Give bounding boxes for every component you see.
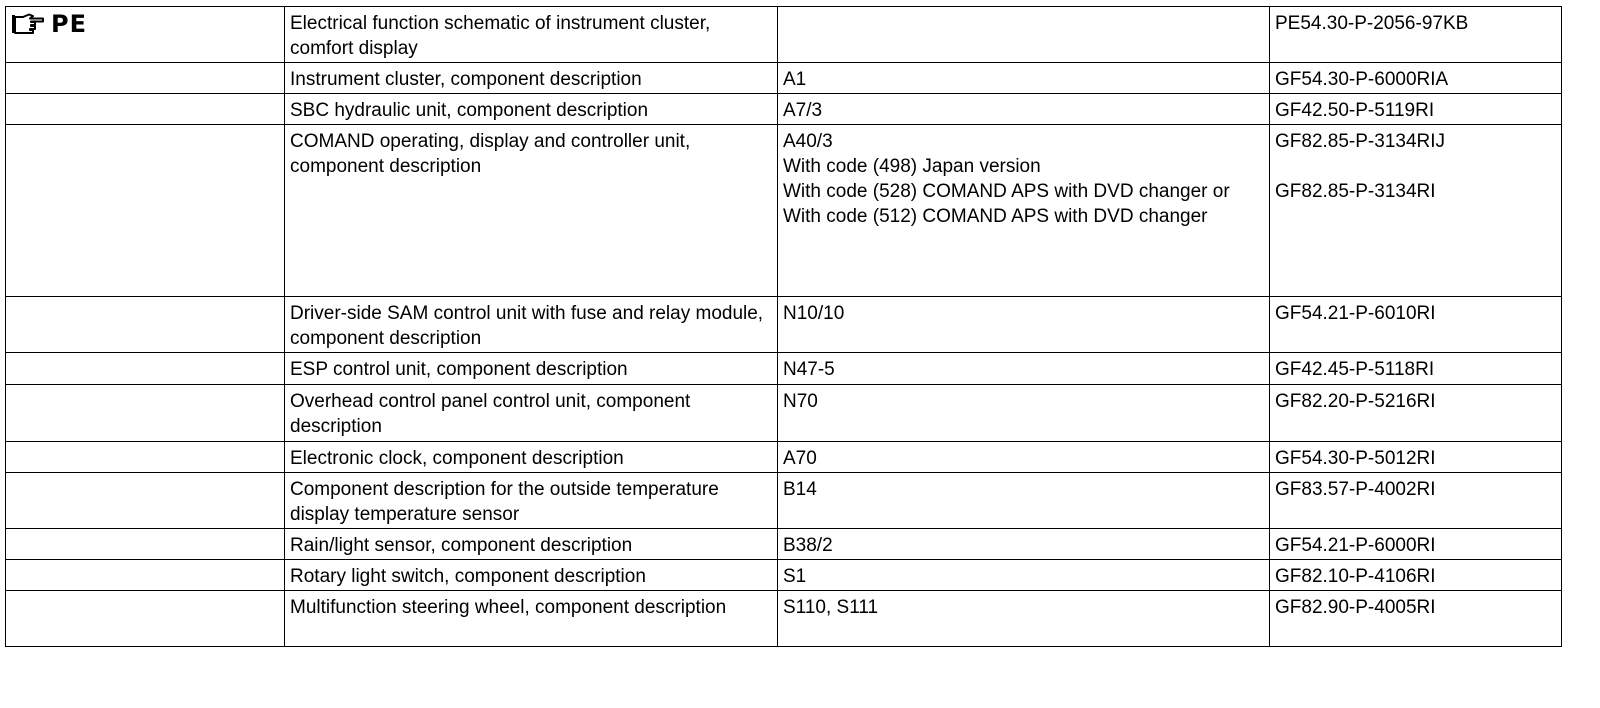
reference-cell[interactable]: GF83.57-P-4002RI [1270, 473, 1562, 529]
description-cell: ESP control unit, component description [285, 353, 778, 385]
reference-cell[interactable]: GF82.20-P-5216RI [1270, 385, 1562, 442]
description-cell: Multifunction steering wheel, component description [285, 591, 778, 647]
component-line: With code (512) COMAND APS with DVD changer [783, 206, 1208, 227]
component-cell: A1 [778, 63, 1270, 94]
reference-cell[interactable]: GF42.45-P-5118RI [1270, 353, 1562, 385]
table-row [6, 442, 1562, 473]
component-cell [778, 125, 1270, 297]
table-row [6, 7, 1562, 63]
empty-cell [6, 125, 285, 297]
table-row [6, 529, 1562, 560]
table-row [6, 353, 1562, 385]
section-tag-label: PE [51, 10, 87, 38]
table-row [6, 297, 1562, 353]
empty-cell [6, 591, 285, 647]
component-cell: N70 [778, 385, 1270, 442]
description-cell: Component description for the outside temperature display temperature sensor [285, 473, 778, 529]
component-cell: S1 [778, 560, 1270, 591]
component-line: With code (528) COMAND APS with DVD changer or [783, 181, 1230, 202]
empty-cell [6, 529, 285, 560]
description-cell: Rain/light sensor, component description [285, 529, 778, 560]
table-row [6, 560, 1562, 591]
description-cell: Rotary light switch, component description [285, 560, 778, 591]
empty-cell [6, 297, 285, 353]
description-cell: Overhead control panel control unit, component description [285, 385, 778, 442]
component-line: A40/3 [783, 131, 833, 152]
empty-cell [6, 353, 285, 385]
component-cell [778, 7, 1270, 63]
empty-cell [6, 385, 285, 442]
table-row [6, 94, 1562, 125]
component-cell: N47-5 [778, 353, 1270, 385]
reference-cell[interactable]: GF42.50-P-5119RI [1270, 94, 1562, 125]
component-cell: B14 [778, 473, 1270, 529]
description-cell: Driver-side SAM control unit with fuse and relay module, component description [285, 297, 778, 353]
reference-cell[interactable]: GF82.90-P-4005RI [1270, 591, 1562, 647]
table-row [6, 591, 1562, 647]
component-line: With code (498) Japan version [783, 156, 1041, 177]
component-cell: A70 [778, 442, 1270, 473]
pointing-hand-icon [11, 13, 45, 35]
description-cell: SBC hydraulic unit, component description [285, 94, 778, 125]
table-row [6, 385, 1562, 442]
empty-cell [6, 94, 285, 125]
section-tag-cell [6, 7, 285, 63]
reference-cell[interactable]: GF82.10-P-4106RI [1270, 560, 1562, 591]
table-row [6, 125, 1562, 297]
table-row [6, 63, 1562, 94]
empty-cell [6, 63, 285, 94]
description-cell: Electronic clock, component description [285, 442, 778, 473]
reference-line[interactable]: GF82.85-P-3134RI [1275, 181, 1436, 202]
component-cell: B38/2 [778, 529, 1270, 560]
component-cell: A7/3 [778, 94, 1270, 125]
table-row [6, 473, 1562, 529]
reference-table [5, 6, 1562, 647]
reference-line[interactable]: GF82.85-P-3134RIJ [1275, 131, 1446, 152]
empty-cell [6, 560, 285, 591]
reference-cell[interactable]: PE54.30-P-2056-97KB [1270, 7, 1562, 63]
reference-cell[interactable]: GF54.21-P-6010RI [1270, 297, 1562, 353]
reference-cell[interactable]: GF54.30-P-6000RIA [1270, 63, 1562, 94]
description-cell: Instrument cluster, component description [285, 63, 778, 94]
section-tag [11, 11, 278, 37]
empty-cell [6, 473, 285, 529]
reference-cell [1270, 125, 1562, 297]
component-cell: N10/10 [778, 297, 1270, 353]
description-cell: COMAND operating, display and controller unit, component description [285, 125, 778, 297]
reference-cell[interactable]: GF54.30-P-5012RI [1270, 442, 1562, 473]
component-cell: S110, S111 [778, 591, 1270, 647]
reference-cell[interactable]: GF54.21-P-6000RI [1270, 529, 1562, 560]
empty-cell [6, 442, 285, 473]
description-cell: Electrical function schematic of instrument cluster, comfort display [285, 7, 778, 63]
